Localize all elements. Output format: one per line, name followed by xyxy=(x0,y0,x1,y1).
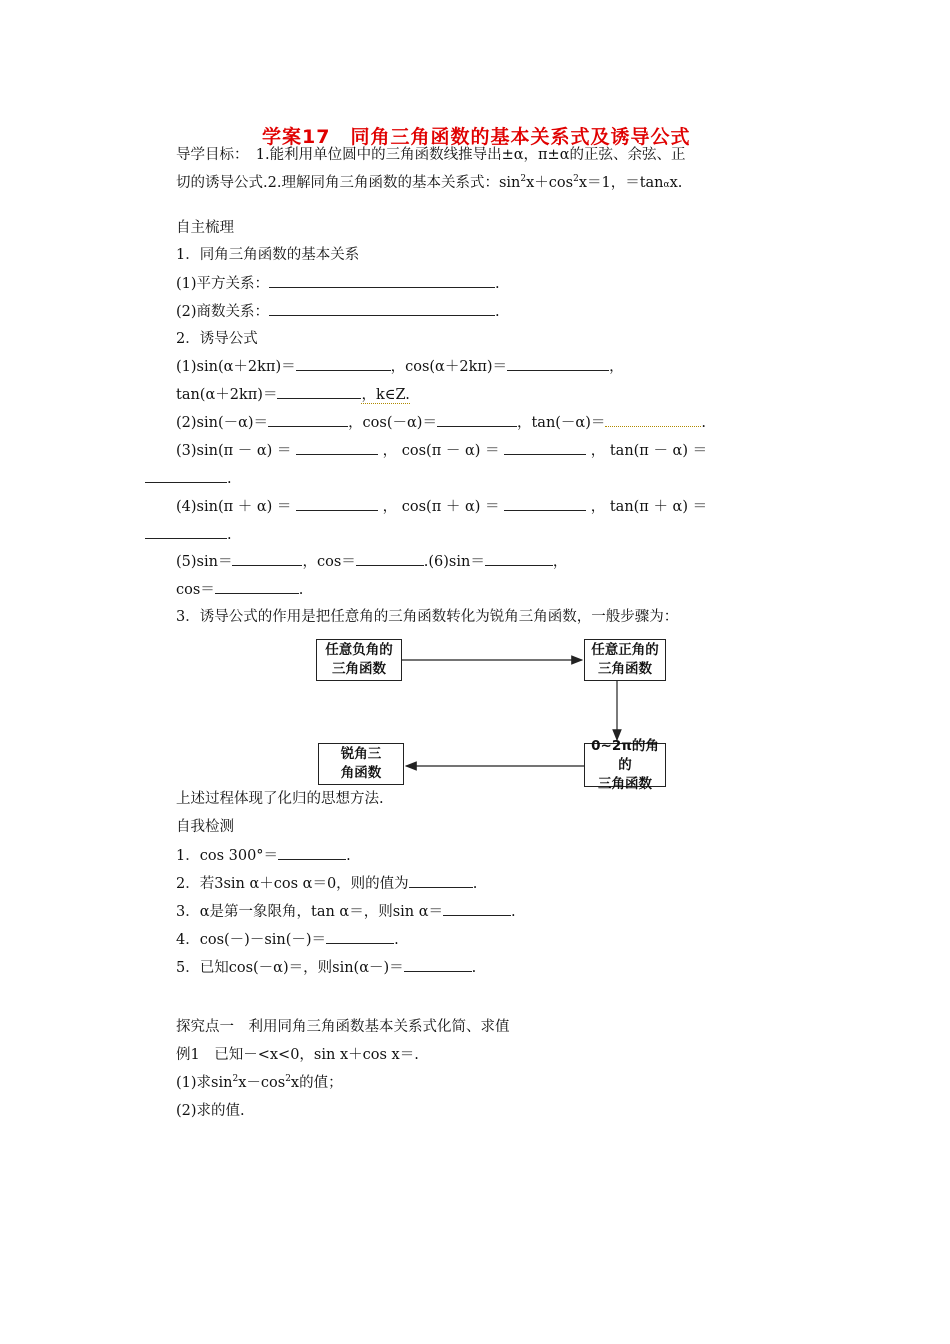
period: . xyxy=(495,304,500,320)
formula: (2)sin(－α)＝ xyxy=(176,415,269,431)
answer-blank[interactable] xyxy=(443,901,511,916)
question-text: 4．cos(－)－sin(－)＝ xyxy=(176,932,327,948)
comma: ， xyxy=(609,359,624,375)
example-1-part-1 xyxy=(176,1073,343,1093)
period: . xyxy=(346,848,351,864)
flow-box-0-2pi-angle xyxy=(584,737,666,792)
text: x＋cos xyxy=(526,175,574,191)
flow-box-acute-angle xyxy=(318,743,404,785)
period: . xyxy=(227,527,232,543)
box-text: 三角函数 xyxy=(598,775,652,792)
selfcheck-q2 xyxy=(176,873,477,894)
flow-box-negative-angle xyxy=(316,639,402,681)
label: (1)平方关系： xyxy=(176,276,270,292)
selfcheck-q1 xyxy=(176,845,351,866)
formula: ，tan(－α)＝ xyxy=(516,415,606,431)
period: . xyxy=(472,876,478,892)
formula: ， cos(π ＋ α) ＝ xyxy=(382,499,500,515)
box-text: 三角函数 xyxy=(598,661,652,677)
superscript: 2 xyxy=(573,174,579,185)
box-text: 锐角三 xyxy=(340,746,382,762)
period: . xyxy=(511,904,516,920)
section-heading-selfcheck: 自我检测 xyxy=(176,819,234,835)
text: 切的诱导公式.2.理解同角三角函数的基本关系式：sin xyxy=(176,175,521,191)
comma: ， xyxy=(552,554,568,570)
subsection-steps: 3．诱导公式的作用是把任意角的三角函数转化为锐角三角函数，一般步骤为： xyxy=(176,609,679,625)
answer-blank[interactable] xyxy=(278,845,346,860)
text: x. xyxy=(669,175,683,191)
question-text: 2．若3sin α＋cos α＝0，则的值为 xyxy=(176,876,409,892)
superscript: 2 xyxy=(520,174,527,185)
period: . xyxy=(701,415,706,431)
section-heading-explore: 探究点一 利用同角三角函数基本关系式化简、求值 xyxy=(176,1019,510,1035)
text: x＝1，＝tan xyxy=(578,175,664,191)
example-1: 例1 已知－<x<0，sin x＋cos x＝. xyxy=(176,1047,419,1063)
selfcheck-q5 xyxy=(176,957,476,978)
label: (2)商数关系： xyxy=(176,304,270,320)
objectives-line-1: 导学目标： 1.能利用单位圆中的三角函数线推导出±α，π±α的正弦、余弦、正 xyxy=(176,147,686,163)
box-text: 0~2π的角的 xyxy=(591,737,659,773)
formula: ，k∈Z. xyxy=(361,387,410,403)
box-text: 角函数 xyxy=(340,765,382,781)
period: . xyxy=(394,932,399,948)
flow-box-positive-angle xyxy=(584,639,666,681)
period: . xyxy=(495,276,500,292)
question-text: 3．α是第一象限角，tan α＝，则sin α＝ xyxy=(176,904,444,920)
selfcheck-q4 xyxy=(176,929,399,950)
subsection-induction-formulas: 2．诱导公式 xyxy=(176,331,258,347)
formula: ， cos(π － α) ＝ xyxy=(382,443,500,459)
text: x－cos xyxy=(238,1075,286,1091)
section-heading-review: 自主梳理 xyxy=(176,220,234,236)
answer-blank[interactable] xyxy=(404,957,472,972)
period: . xyxy=(298,582,304,598)
formula: ，cos(－α)＝ xyxy=(348,415,437,431)
formula: (5)sin＝ xyxy=(176,554,233,570)
superscript: 2 xyxy=(285,1074,291,1085)
box-text: 三角函数 xyxy=(332,661,386,677)
superscript: 2 xyxy=(232,1074,239,1085)
example-1-part-2: (2)求的值. xyxy=(176,1103,245,1119)
page-title: 学案17 同角三角函数的基本关系式及诱导公式 xyxy=(262,126,691,148)
answer-blank[interactable] xyxy=(409,873,473,888)
period: . xyxy=(471,960,477,976)
formula: cos＝ xyxy=(176,582,215,598)
text: (1)求sin xyxy=(176,1075,233,1091)
formula: (4)sin(π ＋ α) ＝ xyxy=(176,499,292,515)
subscript: α xyxy=(663,180,670,190)
formula: (3)sin(π － α) ＝ xyxy=(176,443,292,459)
question-text: 5．已知cos(－α)＝，则sin(α－)＝ xyxy=(176,960,404,976)
period: . xyxy=(227,471,232,487)
formula: (1)sin(α＋2kπ)＝ xyxy=(176,359,296,375)
formula: tan(α＋2kπ)＝ xyxy=(176,387,278,403)
formula: .(6)sin＝ xyxy=(423,554,485,570)
subsection-basic-relations: 1．同角三角函数的基本关系 xyxy=(176,247,360,263)
text: x的值； xyxy=(290,1075,343,1091)
box-text: 任意负角的 xyxy=(325,642,393,658)
formula: ，cos(α＋2kπ)＝ xyxy=(390,359,508,375)
formula: ， tan(π ＋ α) ＝ xyxy=(590,499,708,515)
answer-blank[interactable] xyxy=(326,929,394,944)
selfcheck-q3 xyxy=(176,901,516,922)
formula: ， tan(π － α) ＝ xyxy=(590,443,708,459)
question-text: 1．cos 300°＝ xyxy=(176,848,279,864)
formula: ，cos＝ xyxy=(302,554,356,570)
flow-conclusion: 上述过程体现了化归的思想方法. xyxy=(176,791,384,807)
box-text: 任意正角的 xyxy=(591,642,659,658)
